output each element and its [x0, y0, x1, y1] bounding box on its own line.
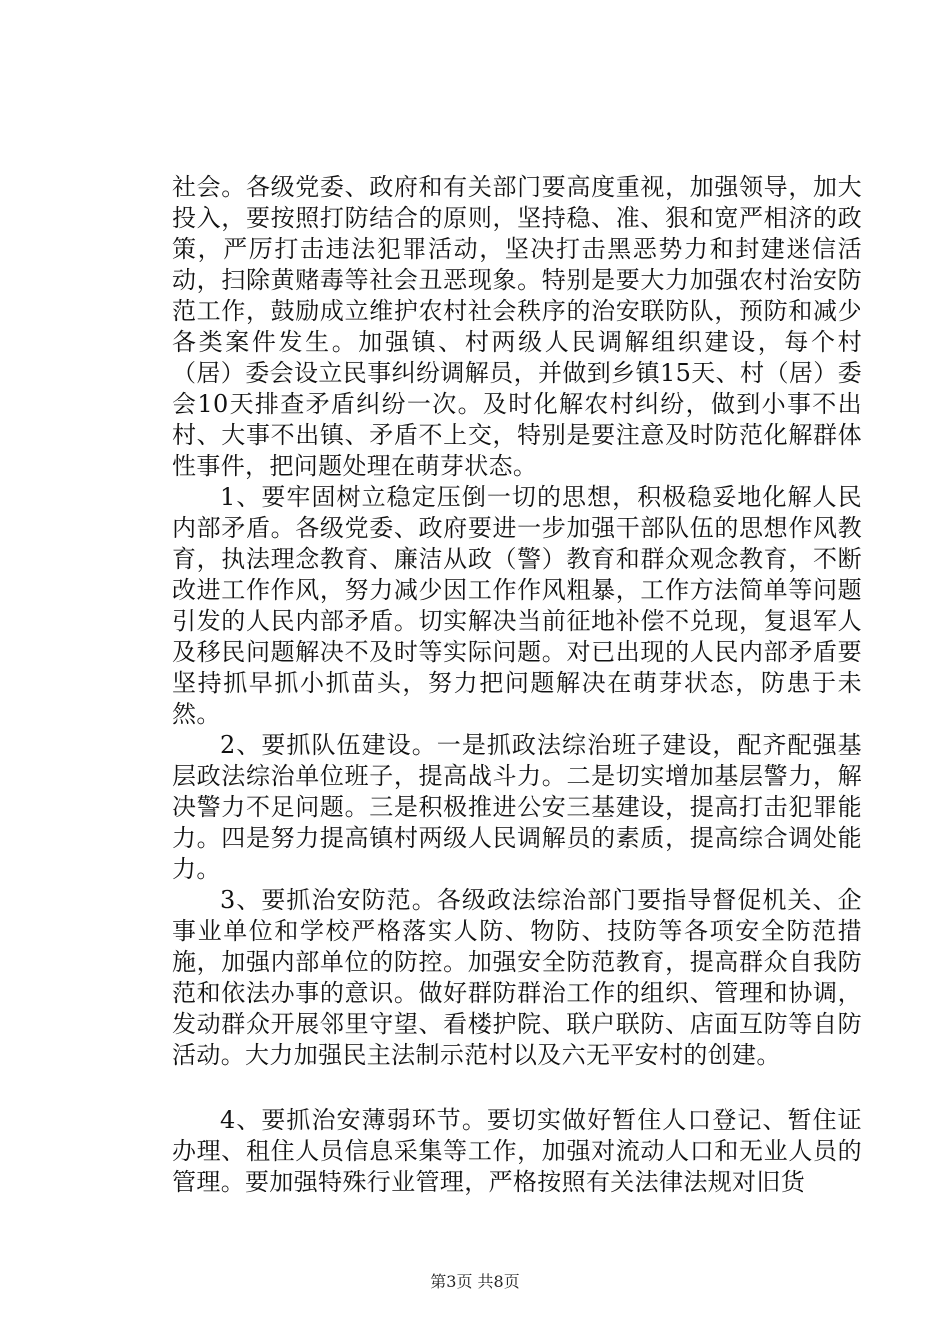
paragraph-item-2: 2、要抓队伍建设。一是抓政法综治班子建设，配齐配强基层政法综治单位班子，提高战斗力。二是切实增加基层警力，解决警力不足问题。三是积极推进公安三基建设，提高打击犯罪能力。四是努力提高镇村两级人民调解员的素质，提高综合调处能力。: [172, 731, 862, 883]
paragraph-item-4: 4、要抓治安薄弱环节。要切实做好暂住人口登记、暂住证办理、租住人员信息采集等工作，加强对流动人口和无业人员的管理。要加强特殊行业管理，严格按照有关法律法规对旧货: [172, 1106, 862, 1196]
paragraph-continuation: 社会。各级党委、政府和有关部门要高度重视，加强领导，加大投入，要按照打防结合的原则，坚持稳、准、狠和宽严相济的政策，严厉打击违法犯罪活动，坚决打击黑恶势力和封建迷信活动，扫除黄赌毒等社会丑恶现象。特别是要大力加强农村治安防范工作，鼓励成立维护农村社会秩序的治安联防队，预防和减少各类案件发生。加强镇、村两级人民调解组织建设，每个村（居）委会设立民事纠纷调解员，并做到乡镇15天、村（居）委会10天排查矛盾纠纷一次。及时化解农村纠纷，做到小事不出村、大事不出镇、矛盾不上交，特别是要注意及时防范化解群体性事件，把问题处理在萌芽状态。: [172, 173, 862, 480]
paragraph-item-1: 1、要牢固树立稳定压倒一切的思想，积极稳妥地化解人民内部矛盾。各级党委、政府要进一步加强干部队伍的思想作风教育，执法理念教育、廉洁从政（警）教育和群众观念教育，不断改进工作作风，努力减少因工作作风粗暴，工作方法简单等问题引发的人民内部矛盾。切实解决当前征地补偿不兑现，复退军人及移民问题解决不及时等实际问题。对已出现的人民内部矛盾要坚持抓早抓小抓苗头，努力把问题解决在萌芽状态，防患于未然。: [172, 483, 862, 728]
page-footer: 第3页 共8页: [430, 1272, 520, 1291]
paragraph-item-3: 3、要抓治安防范。各级政法综治部门要指导督促机关、企事业单位和学校严格落实人防、物防、技防等各项安全防范措施，加强内部单位的防控。加强安全防范教育，提高群众自我防范和依法办事的意识。做好群防群治工作的组织、管理和协调，发动群众开展邻里守望、看楼护院、联户联防、店面互防等自防活动。大力加强民主法制示范村以及六无平安村的创建。: [172, 886, 862, 1069]
document-body: [172, 172, 862, 1198]
